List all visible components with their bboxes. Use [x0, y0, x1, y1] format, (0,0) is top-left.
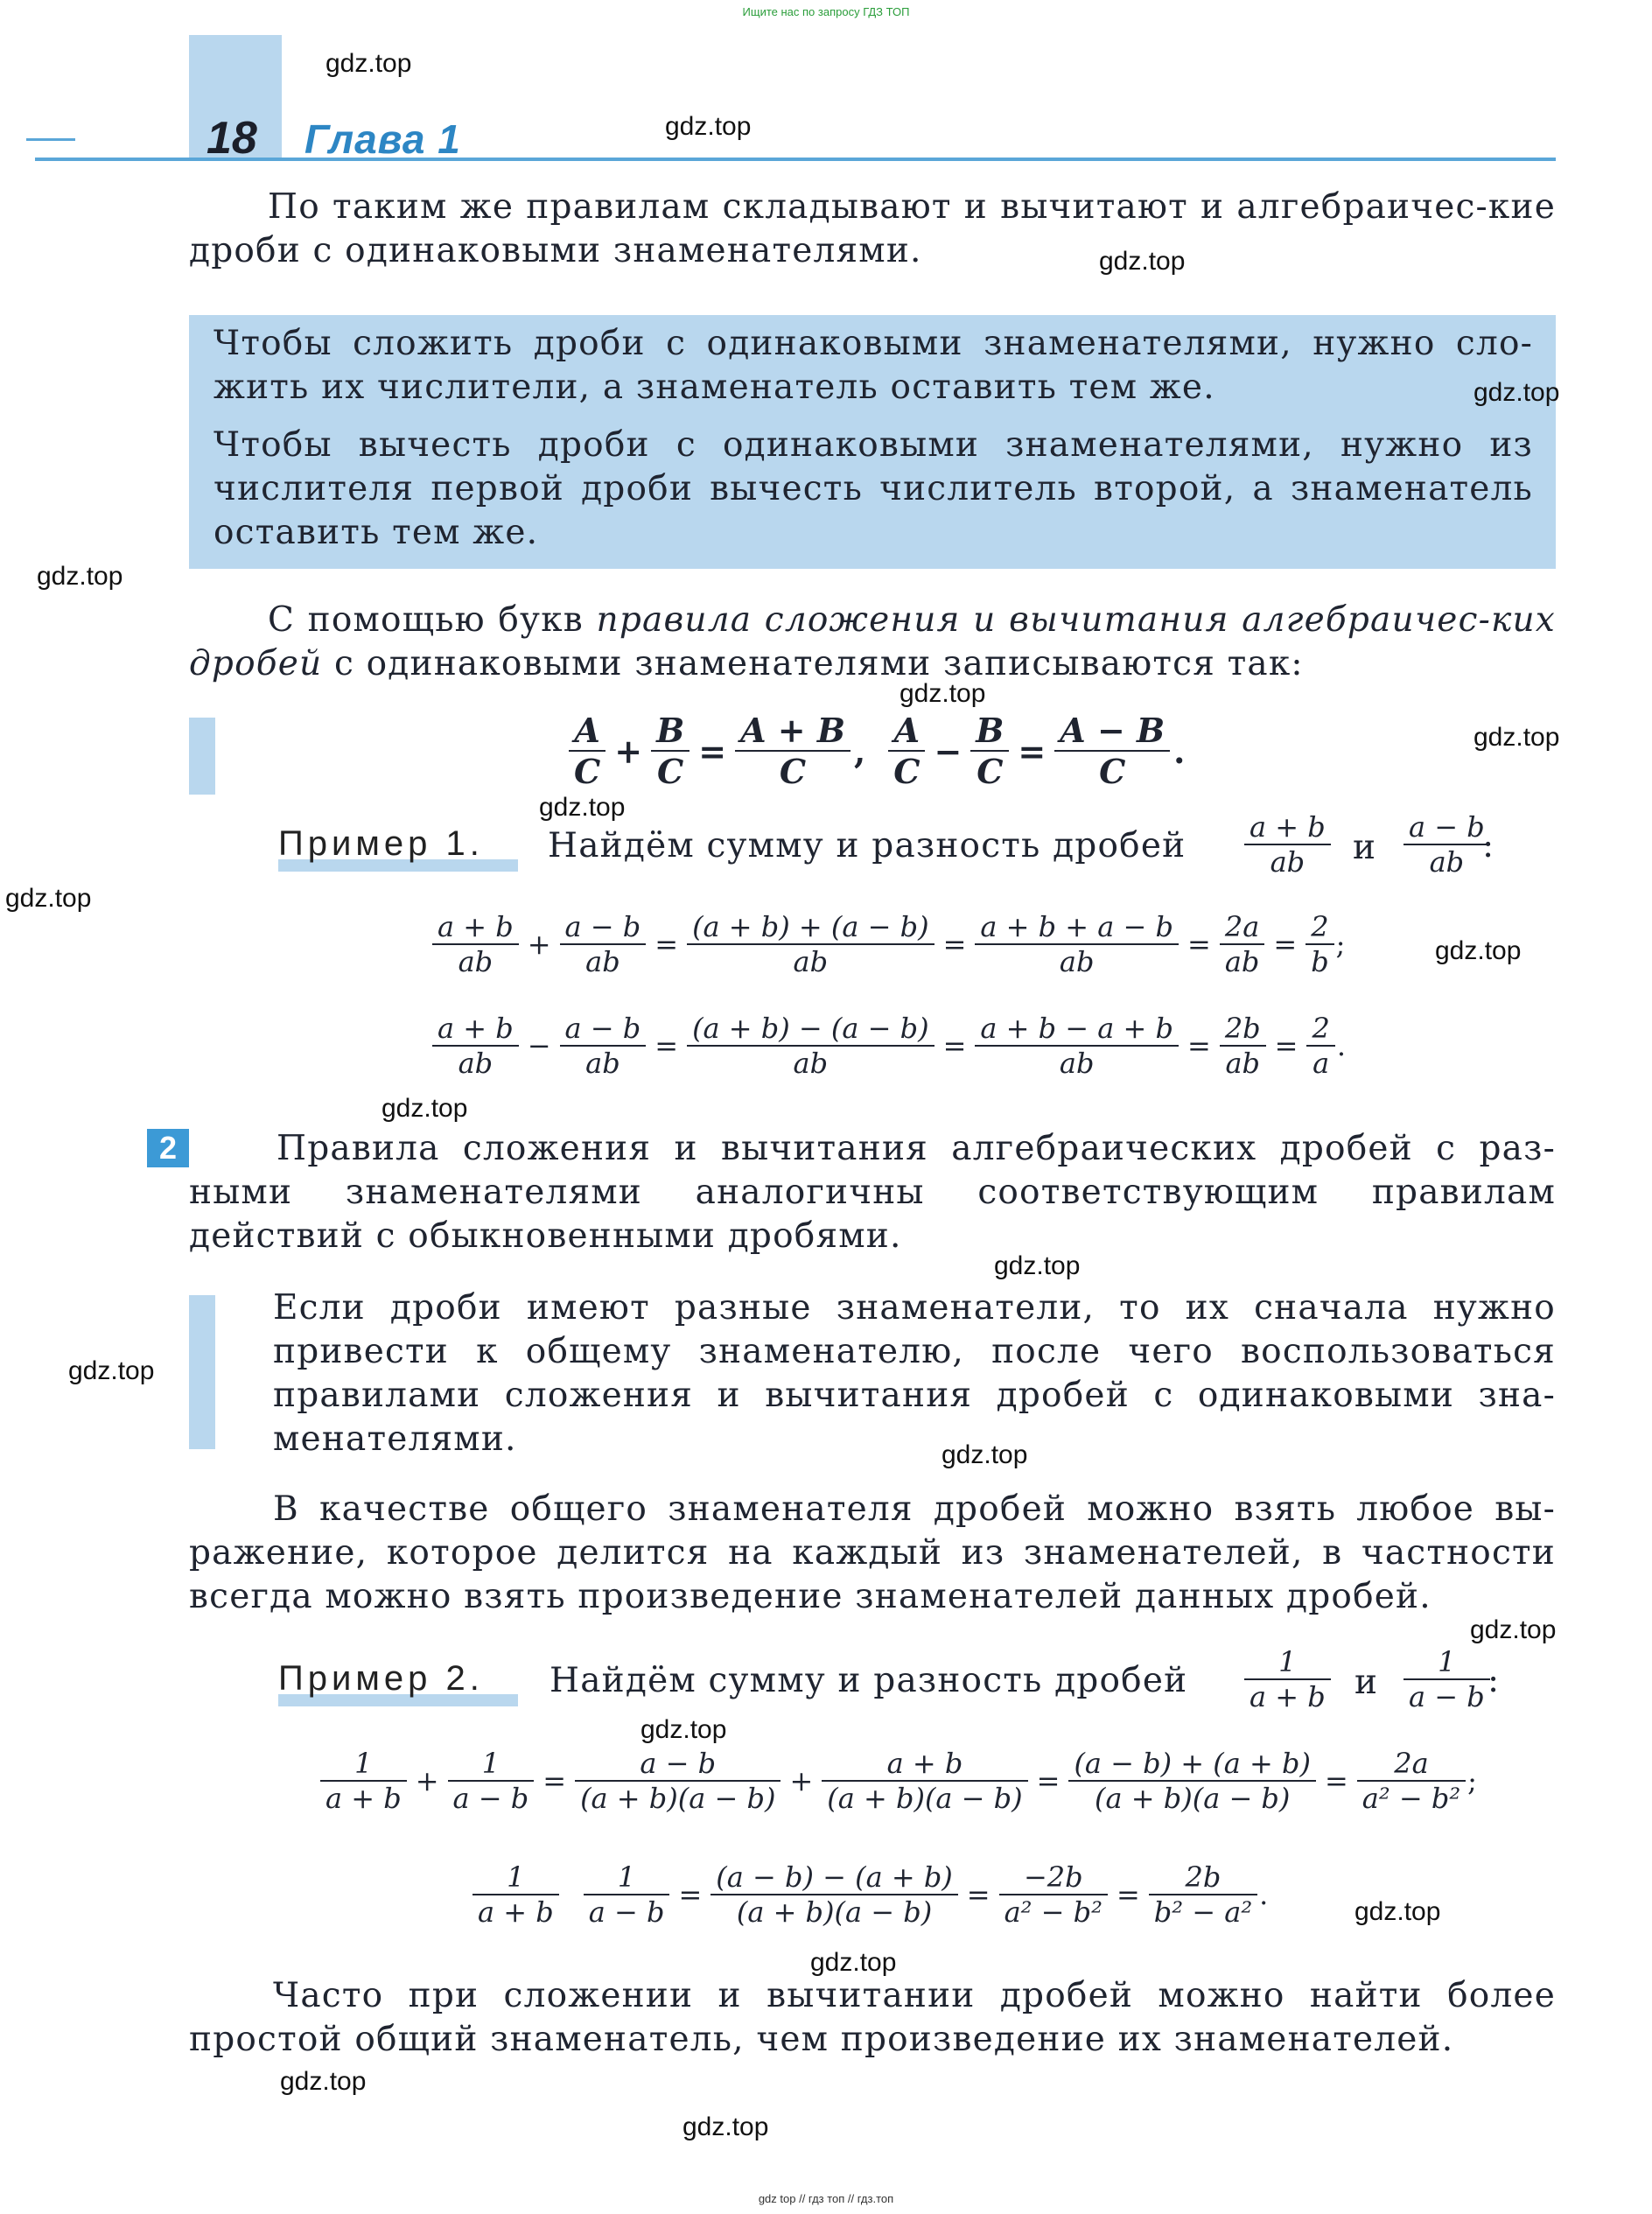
general-formula: [569, 711, 1188, 791]
formula-comma: ,: [853, 731, 866, 771]
watermark-2: gdz.top: [665, 112, 752, 141]
section2-paragraph: Правила сложения и вычитания алгебраических дробей с раз-ными знаменателями аналогичны соответствующим правилам действий с обыкновенными дробями.: [189, 1129, 1556, 1256]
formula-marker: [189, 718, 215, 795]
example2-difference: $\frac{1}{a + b}$ $\frac{1}{a - b}$ = $\frac{(a - b) - (a + b)}{(a + b)(a - b)}$ = $\frac{-2b}{\text{a² − b²}}$ = $\frac{2b}{\text{b² − a²}}$ .: [472, 1860, 1270, 1929]
watermark-16: gdz.top: [640, 1715, 727, 1744]
watermark-11: gdz.top: [382, 1094, 468, 1123]
example1-frac-a: $\frac{a + b}{ab}$: [1244, 810, 1331, 879]
letters-after: с одинаковыми знаменателями записываются так:: [322, 644, 1304, 683]
rule-add: Чтобы сложить дроби с одинаковыми знаменателями, нужно сло-жить их числители, а знаменатель оставить тем же.: [214, 324, 1533, 407]
formula-frac-5: $\frac{B}{C}$: [970, 711, 1009, 791]
example1-difference: $\frac{a + b}{ab}$ − $\frac{a - b}{ab}$ = $\frac{(a + b) - (a - b)}{ab}$ = $\frac{a + b - a + b}{ab}$ = $\frac{2b}{ab}$ = $\frac{2}{a}$ .: [432, 1012, 1348, 1080]
example2-and: и: [1354, 1663, 1377, 1702]
formula-frac-1: $\frac{A}{C}$: [569, 711, 606, 791]
watermark-12: gdz.top: [994, 1251, 1081, 1280]
common-denominator-paragraph: В качестве общего знаменателя дробей можно взять любое вы-ражение, которое делится на каждый из знаменателей, в частности всегда можно взять произведение знаменателей данных дробей.: [189, 1489, 1556, 1616]
example2-frac-a: $\frac{1}{a + b}$: [1244, 1645, 1331, 1713]
watermark-9: gdz.top: [5, 884, 92, 913]
watermark-6: gdz.top: [900, 679, 986, 708]
formula-frac-2: $\frac{B}{C}$: [651, 711, 690, 791]
header-rule: [35, 158, 1556, 161]
formula-eq-1: =: [698, 731, 727, 771]
rule-subtract: Чтобы вычесть дроби с одинаковыми знаменателями, нужно из числителя первой дроби вычесть числитель второй, а знаменатель оставить тем же.: [214, 425, 1533, 552]
example1-colon: :: [1482, 826, 1494, 865]
example2-text: Найдём сумму и разность дробей: [550, 1661, 1188, 1700]
formula-plus: +: [614, 731, 643, 771]
watermark-4: gdz.top: [1474, 378, 1560, 407]
formula-frac-6: $\frac{A - B}{C}$: [1054, 711, 1170, 791]
page-number: 18: [206, 113, 257, 164]
watermark-15: gdz.top: [1470, 1615, 1557, 1644]
formula-frac-4: $\frac{A}{C}$: [888, 711, 925, 791]
rule3-marker: [189, 1295, 215, 1449]
formula-end: .: [1173, 731, 1186, 771]
example2-frac-b: $\frac{1}{a - b}$: [1404, 1645, 1490, 1713]
rule-different-denominators: Если дроби имеют разные знаменатели, то их сначала нужно привести к общему знаменателю, после чего воспользоваться правилами сложения и вычитания дробей с одинаковыми зна-менателями.: [273, 1288, 1556, 1459]
watermark-17: gdz.top: [1354, 1897, 1441, 1926]
watermark-1: gdz.top: [326, 49, 412, 78]
example2-label: Пример 2.: [278, 1659, 484, 1698]
letters-italic: правила сложения и вычитания алгебраичес-ких дробей: [189, 600, 1556, 683]
watermark-10: gdz.top: [1435, 936, 1522, 965]
chapter-title: Глава 1: [304, 116, 461, 162]
bottom-note: gdz top // гдз топ // гдз.топ: [758, 2192, 894, 2205]
section-badge: 2: [147, 1129, 189, 1167]
watermark-7: gdz.top: [1474, 723, 1560, 752]
example1-text: Найдём сумму и разность дробей: [548, 826, 1186, 865]
formula-frac-3: $\frac{A + B}{C}$: [735, 711, 850, 791]
watermark-13: gdz.top: [68, 1356, 155, 1385]
letters-paragraph: [189, 599, 1556, 686]
watermark-20: gdz.top: [682, 2112, 769, 2141]
watermark-18: gdz.top: [810, 1948, 897, 1977]
watermark-8: gdz.top: [539, 793, 626, 822]
closing-paragraph: Часто при сложении и вычитании дробей можно найти более простой общий знаменатель, чем произведение их знаменателей.: [189, 1976, 1556, 2059]
example1-and: и: [1353, 828, 1376, 867]
watermark-14: gdz.top: [942, 1440, 1028, 1469]
watermark-3: gdz.top: [1099, 247, 1186, 276]
example1-label: Пример 1.: [278, 824, 484, 863]
top-note: Ищите нас по запросу ГДЗ ТОП: [742, 5, 910, 18]
intro-paragraph: По таким же правилам складывают и вычитают и алгебраичес-кие дроби с одинаковыми знаменателями.: [189, 187, 1556, 270]
letters-before: С помощью букв: [268, 600, 597, 640]
header-rule-left: [26, 138, 75, 141]
formula-eq-2: =: [1018, 731, 1046, 771]
example2-sum: $\frac{1}{a + b}$ + $\frac{1}{a - b}$ = $\frac{a - b}{(a + b)(a - b)}$ + $\frac{a + b}{(a + b)(a - b)}$ = $\frac{(a - b) + (a + b)}{(a + b)(a - b)}$ = $\frac{2a}{\text{a² − b²}}$ ;: [320, 1747, 1479, 1815]
example1-sum: $\frac{a + b}{ab}$ + $\frac{a - b}{ab}$ = $\frac{(a + b) + (a - b)}{ab}$ = $\frac{a + b + a - b}{ab}$ = $\frac{2a}{ab}$ = $\frac{2}{b}$ ;: [432, 910, 1347, 978]
example2-colon: :: [1488, 1661, 1500, 1700]
watermark-5: gdz.top: [37, 562, 123, 591]
formula-minus: −: [934, 731, 962, 771]
example1-frac-b: $\frac{a - b}{ab}$: [1404, 810, 1490, 879]
watermark-19: gdz.top: [280, 2067, 367, 2096]
